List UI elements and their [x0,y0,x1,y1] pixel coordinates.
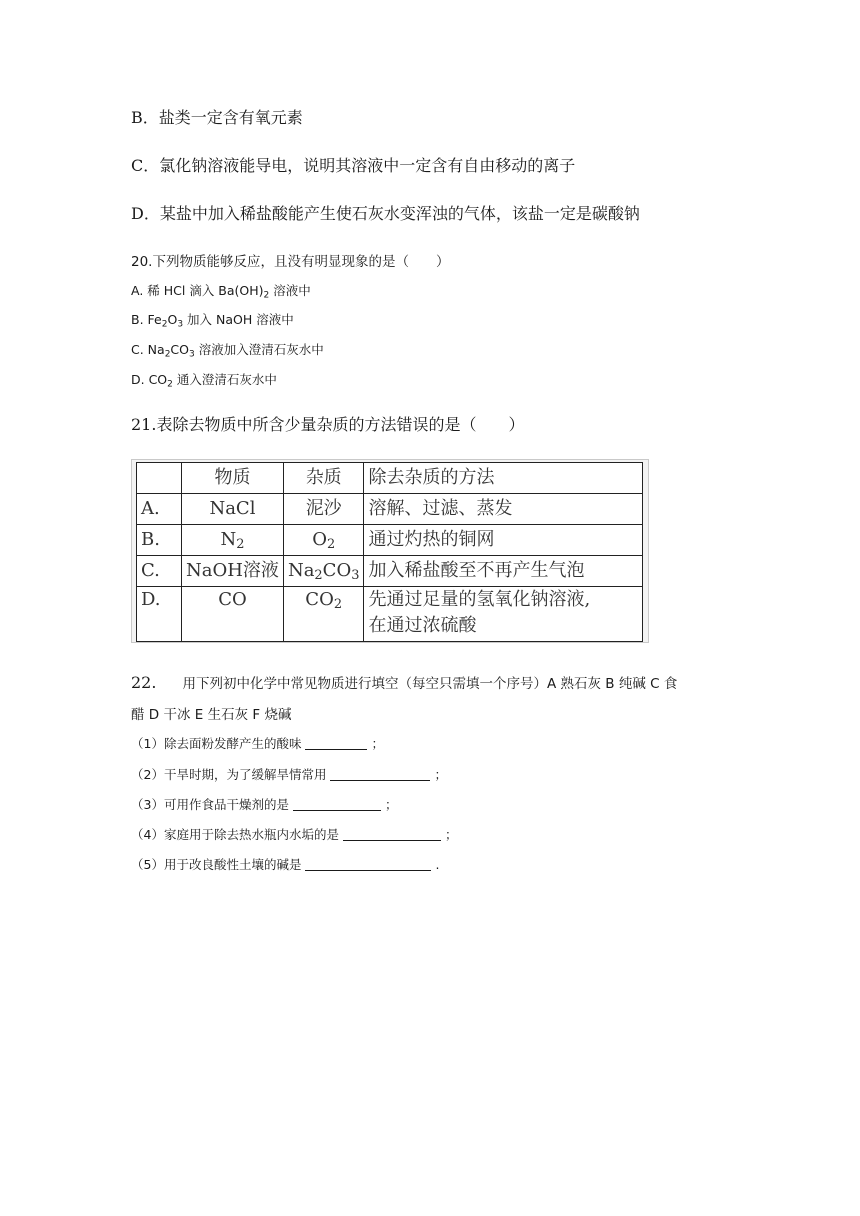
q20-option-d: D. $CO_2$ 通入澄清石灰水中 [131,372,277,390]
q22-intro-line-1 [131,672,677,692]
impurity-cell: $O_2$ [283,525,364,556]
table-header-row [137,463,643,494]
answer-blank[interactable] [305,856,431,871]
method-cell [364,587,643,642]
impurity-cell: $CO_2$ [283,587,364,642]
q22-item-3: （3）可用作食品干燥剂的是 ； [131,797,398,812]
method-cell: 通过灼热的铜网 [364,525,643,556]
answer-blank[interactable] [305,735,367,750]
header-cell [137,463,182,494]
q19-option-c: C．氯化钠溶液能导电，说明其溶液中一定含有自由移动的离子 [131,156,576,175]
q21-table [136,462,643,642]
substance-cell: NaOH溶液 [182,556,284,587]
row-label: D. [137,587,182,642]
answer-blank[interactable] [330,766,430,781]
q22-item-5: （5）用于改良酸性土壤的碱是 . [131,857,440,872]
substance-cell: CO [182,587,284,642]
substance-cell: NaCl [182,494,284,525]
method-cell: 溶解、过滤、蒸发 [364,494,643,525]
table-row [137,525,643,556]
q19-option-b: B．盐类一定含有氧元素 [131,108,303,127]
answer-blank[interactable] [293,796,381,811]
q22-intro-line-2: 醋 D 干冰 E 生石灰 F 烧碱 [131,707,292,723]
impurity-cell: $Na_2CO_3$ [283,556,364,587]
q22-intro-text: 用下列初中化学中常见物质进行填空（每空只需填一个序号）A 熟石灰 B 纯碱 C 食 [182,676,678,692]
table-row [137,494,643,525]
method-line-2: 在通过浓硫酸 [368,615,477,636]
method-line-1: 先通过足量的氢氧化钠溶液, [368,589,591,610]
method-cell: 加入稀盐酸至不再产生气泡 [364,556,643,587]
q20-title: 20.下列物质能够反应，且没有明显现象的是（ ） [131,254,450,270]
q20-option-c: C. $Na_2CO_3$ 溶液加入澄清石灰水中 [131,342,324,360]
row-label: A. [137,494,182,525]
q21-title: 21.表除去物质中所含少量杂质的方法错误的是（ ） [131,415,525,434]
q22-item-1: （1）除去面粉发酵产生的酸味 ； [131,736,384,751]
row-label: C. [137,556,182,587]
answer-blank[interactable] [343,826,441,841]
row-label: B. [137,525,182,556]
header-cell: 物质 [182,463,284,494]
impurity-cell: 泥沙 [283,494,364,525]
q22-number: 22. [131,673,157,692]
q20-option-b: B. $Fe_2O_3$ 加入 NaOH 溶液中 [131,312,294,330]
q19-option-d: D．某盐中加入稀盐酸能产生使石灰水变浑浊的气体，该盐一定是碳酸钠 [131,204,640,223]
q22-item-4: （4）家庭用于除去热水瓶内水垢的是 ； [131,827,458,842]
table-row [137,587,643,642]
q22-item-2: （2）干旱时期，为了缓解旱情常用 ； [131,767,447,782]
q20-option-a: A. 稀 HCl 滴入 $Ba(OH)_2$ 溶液中 [131,283,311,301]
header-cell: 杂质 [283,463,364,494]
table-row [137,556,643,587]
header-cell: 除去杂质的方法 [364,463,643,494]
substance-cell: $N_2$ [182,525,284,556]
